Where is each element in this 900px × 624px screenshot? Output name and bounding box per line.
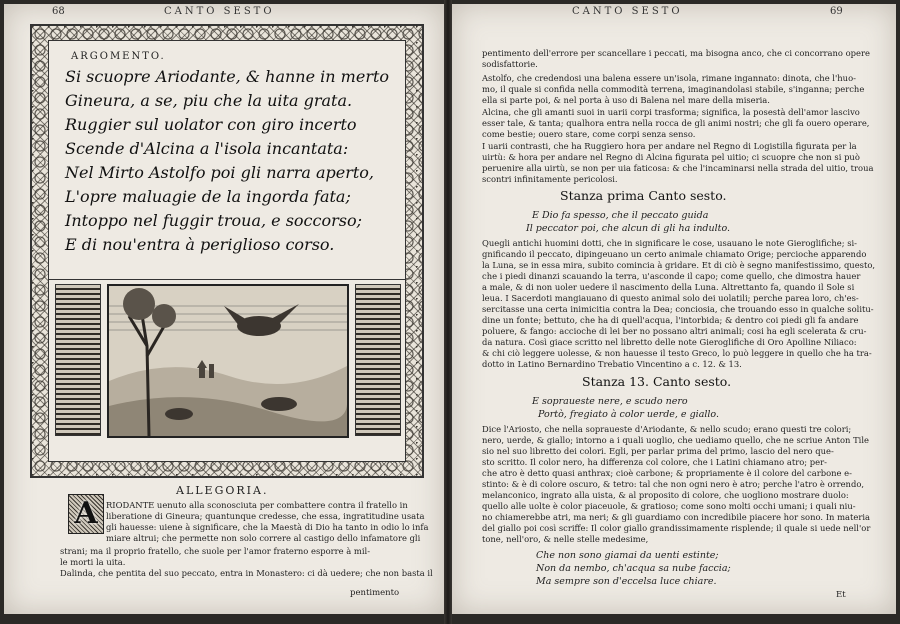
verse-line: Che non sono giamai da uenti estinte; <box>536 550 719 561</box>
page-number: 69 <box>830 6 843 17</box>
carved-pilaster-left <box>55 284 101 436</box>
argomento-line: Intoppo nel fuggir troua, e soccorso; <box>65 211 362 230</box>
commentary-line: a male, & di non uoler uedere il nascimento della Luna. Altrettanto fa, quando il Sole si <box>482 282 855 292</box>
commentary-line: da natura. Così giace scritto nel libretto delle note Gieroglifiche di Oro Apolline Niliaco: <box>482 337 857 347</box>
allegoria-line: miare altrui; che permette non solo correre al castigo dello infamatore gli <box>106 533 421 543</box>
right-page <box>452 4 896 614</box>
carved-pilaster-right <box>355 284 401 436</box>
allegoria-title: ALLEGORIA. <box>176 484 269 497</box>
commentary-line: sto scritto. Il color nero, ha differenza col colore, che i Latini chiamano atro; per- <box>482 457 827 467</box>
verse-line: Portò, fregiato à color uerde, e giallo. <box>538 409 720 420</box>
commentary-line: Dice l'Ariosto, che nella sopraueste d'Ariodante, & nello scudo; erano questi tre colori; <box>482 424 852 434</box>
commentary-line: melanconico, ingrato alla uista, & al proposito di colore, che uogliono mostrare duolo: <box>482 490 849 500</box>
commentary-line: quello alle uolte è color piaceuole, & gratioso; come sono molti occhi umani; i quali niu- <box>482 501 856 511</box>
commentary-line: uirtù: & hora per andare nel Regno di Alcina figurata pel uitio; ci scuopre che non si può <box>482 152 860 162</box>
allegoria-line: le morti la uita. <box>60 557 126 567</box>
commentary-line: mo, il quale si confida nella commodità terrena, imaginandolasi stabile, s'inganna; perche <box>482 84 865 94</box>
commentary-line: che atro è detto quasi anthrax; cioè carbone; & propriamente è il colore del carbone e- <box>482 468 852 478</box>
argomento-line: Si scuopre Ariodante, & hanne in merto <box>65 67 390 86</box>
commentary-line: ella si parte poi, & nel porta à uso di Balena nel mare della miseria. <box>482 95 770 105</box>
argomento-panel <box>48 40 406 462</box>
argomento-line: Nel Mirto Astolfo poi gli narra aperto, <box>65 163 375 182</box>
allegoria-line: gli hauesse: uiene à significare, che la Maestà di Dio ha tanto in odio lo infa <box>106 522 429 532</box>
allegoria-line: strani; ma il proprio fratello, che suole per l'amor fraterno esporre à mil- <box>60 546 371 556</box>
catchword: Et <box>836 590 846 600</box>
commentary-line: del giallo poi così scriffe: Il color giallo grandissimamente risplende; il quale si uede nell'or <box>482 523 871 533</box>
allegoria-line: liberatione di Gineura; quantunque credesse, che essa, ingratitudine usata <box>106 511 425 521</box>
verse-line: Il peccator poi, che alcun di gli ha indulto. <box>526 223 731 234</box>
commentary-line: leua. I Sacerdoti mangiauano di questo animal solo dei uolatili; perche parea loro, ch'es- <box>482 293 859 303</box>
argomento-line: Ruggier sul uolator con giro incerto <box>65 115 357 134</box>
catchword: pentimento <box>350 588 400 598</box>
commentary-line: & chi ciò leggere uolesse, & non hauesse il testo Greco, lo può leggere in quello che ha tra- <box>482 348 872 358</box>
commentary-line: poluere, & fango: accioche di lei ber no possano altri animali; cosi ha egli scelerata & cru- <box>482 326 867 336</box>
commentary-line: pentimento dell'errore per scancellare i peccati, ma bisogna anco, che ci concorrano opere <box>482 48 870 58</box>
commentary-line: dotto in Latino Bernardino Trebatio Vincentino a c. 12. & 13. <box>482 359 742 369</box>
verse-line: E Dio fa spesso, che il peccato guida <box>532 210 709 221</box>
commentary-line: Astolfo, che credendosi una balena essere un'isola, rimane ingannato: dinota, che l'huo- <box>482 73 856 83</box>
commentary-line: dine un fonte; bettuto, che ha di quell'acqua, l'intorbida; & dentro coi piedi gli fa andare <box>482 315 859 325</box>
woodcut-scene <box>107 284 349 438</box>
verse-line: Non da nembo, ch'acqua sa nube faccia; <box>536 563 731 574</box>
commentary-line: Quegli antichi huomini dotti, che in significare le cose, usauano le note Gieroglifiche; si- <box>482 238 858 248</box>
commentary-line: sodisfattorie. <box>482 59 538 69</box>
commentary-line: esser tale, & tanta; qualhora entra nella rocca de gli animi nostri; che gli fa ouero operare, <box>482 118 870 128</box>
decorated-initial: A <box>68 494 104 534</box>
argomento-line: E di nou'entra à periglioso corso. <box>65 235 335 254</box>
verse-line: Ma sempre son d'eccelsa luce chiare. <box>536 576 717 587</box>
argomento-title: ARGOMENTO. <box>71 51 166 62</box>
woodcut-illustration <box>49 279 405 438</box>
allegoria-line: RIODANTE uenuto alla sconosciuta per combattere contra il fratello in <box>106 500 408 510</box>
commentary-line: sercitasse una certa inimicitia contra la Dea; conciosia, che trouando esso in qualche solitu- <box>482 304 874 314</box>
running-head: CANTO SESTO <box>164 6 275 17</box>
commentary-line: I uarii contrasti, che ha Ruggiero hora per andare nel Regno di Logistilla figurata per la <box>482 141 857 151</box>
allegoria-line: Dalinda, che pentita del suo peccato, entra in Monastero: ci dà uedere; che non basta il <box>60 568 433 578</box>
running-head: CANTO SESTO <box>572 6 683 17</box>
commentary-line: nero, uerde, & giallo; intorno a i quali uoglio, che uediamo quello, che ne scriue Anton Tile <box>482 435 869 445</box>
commentary-line: no chiamerebbe atri, ma neri; & gli guardiamo con incredibile piacere hor sono. In materia <box>482 512 870 522</box>
commentary-line: la Luna, se in essa mira, subito comincia à gridare. Et di ciò è segno manifestissimo, questo, <box>482 260 876 270</box>
book-gutter <box>444 0 452 624</box>
commentary-line: tone, nell'oro, & nelle stelle medesime, <box>482 534 649 544</box>
argomento-line: Scende d'Alcina a l'isola incantata: <box>65 139 349 158</box>
ornamental-border <box>30 24 424 478</box>
commentary-line: scontri infinitamente pericolosi. <box>482 174 618 184</box>
argomento-line: Gineura, a se, piu che la uita grata. <box>65 91 353 110</box>
verse-line: E sopraueste nere, e scudo nero <box>532 396 688 407</box>
argomento-line: L'opre maluagie de la ingorda fata; <box>65 187 351 206</box>
commentary-line: gnificando il peccato, dipingeuano un certo animale chiamato Orige; percioche apparendo <box>482 249 867 259</box>
stanza-heading: Stanza prima Canto sesto. <box>560 188 727 203</box>
commentary-line: che i piedi dinanzi scauando la terra, u'asconde il capo; come quello, che dimostra hauer <box>482 271 861 281</box>
stanza-heading: Stanza 13. Canto sesto. <box>582 374 732 389</box>
commentary-line: come bestie; ouero stare, come corpi senza senso. <box>482 129 696 139</box>
commentary-line: Alcina, che gli amanti suoi in uarii corpi trasforma; significa, la posestà dell'amor lascivo <box>482 107 860 117</box>
page-number: 68 <box>52 6 65 17</box>
commentary-line: peruenire alla uirtù, se non per uia faticosa: & che l'incaminarsi nella strada del uitio, troua <box>482 163 874 173</box>
commentary-line: stinto: & è di colore oscuro, & tetro: tal che non ogni nero è atro; perche l'atro è orrendo, <box>482 479 865 489</box>
left-page <box>4 4 444 614</box>
commentary-line: sio nel suo libretto dei colori. Egli, per parlar prima del primo, lascio del nero que- <box>482 446 834 456</box>
